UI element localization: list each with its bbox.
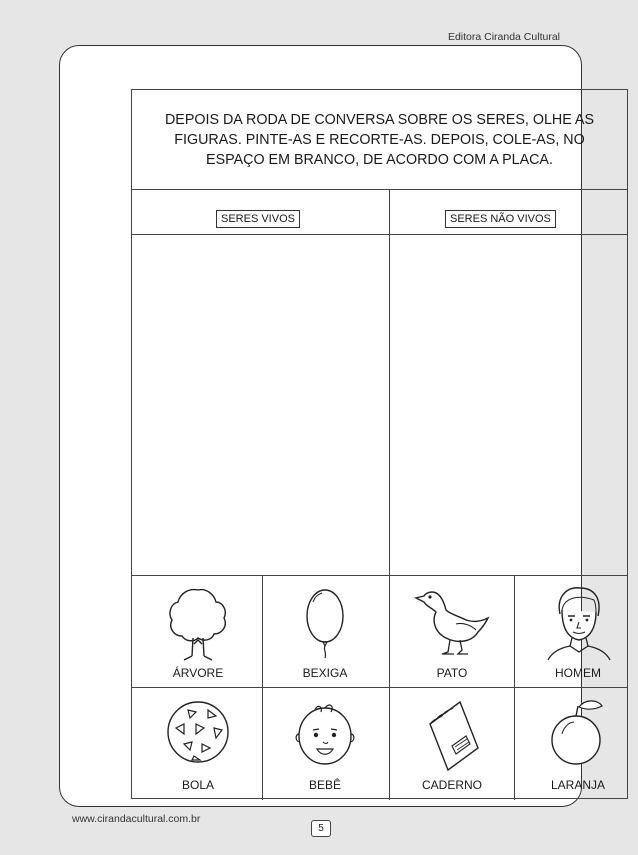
website-url: www.cirandacultural.com.br <box>72 813 201 825</box>
figure-label: BEXIGA <box>302 666 348 680</box>
figure-label: ÁRVORE <box>172 666 224 680</box>
tree-icon <box>158 582 238 662</box>
figures-col-divider <box>514 575 515 800</box>
figure-cell-bola[interactable] <box>136 688 260 800</box>
figure-cell-arvore[interactable] <box>136 576 260 688</box>
duck-icon <box>412 582 492 662</box>
figure-cell-bexiga[interactable] <box>263 576 387 688</box>
man-face-icon <box>538 582 618 662</box>
figure-cell-homem[interactable] <box>516 576 638 688</box>
figure-label: CADERNO <box>421 778 482 792</box>
label-seres-vivos: SERES VIVOS <box>216 210 300 228</box>
orange-icon <box>538 694 618 774</box>
page-number: 5 <box>311 820 331 837</box>
label-seres-nao-vivos: SERES NÃO VIVOS <box>445 210 556 228</box>
instruction-text: DEPOIS DA RODA DE CONVERSA SOBRE OS SERES, OLHE AS FIGURAS. PINTE-AS E RECORTE-AS. DEPOIS, COLE-AS, NO ESPAÇO EM BRANCO, DE ACORDO COM A PLACA. <box>132 90 627 190</box>
publisher-name: Editora Ciranda Cultural <box>447 31 560 43</box>
figure-label: BOLA <box>181 778 214 792</box>
ball-icon <box>158 694 238 774</box>
worksheet-frame <box>59 45 606 807</box>
column-header-row <box>132 190 627 235</box>
baby-face-icon <box>285 694 365 774</box>
column-divider <box>389 190 390 575</box>
worksheet-table <box>131 89 628 799</box>
figure-cell-laranja[interactable] <box>516 688 638 800</box>
figure-label: HOMEM <box>555 666 601 680</box>
figure-label: PATO <box>436 666 468 680</box>
figure-label: LARANJA <box>550 778 606 792</box>
figure-cell-bebe[interactable] <box>263 688 387 800</box>
figure-label: BEBÊ <box>308 778 341 792</box>
balloon-icon <box>285 582 365 662</box>
figure-cell-pato[interactable] <box>390 576 514 688</box>
notebook-icon <box>412 694 492 774</box>
figure-cell-caderno[interactable] <box>390 688 514 800</box>
